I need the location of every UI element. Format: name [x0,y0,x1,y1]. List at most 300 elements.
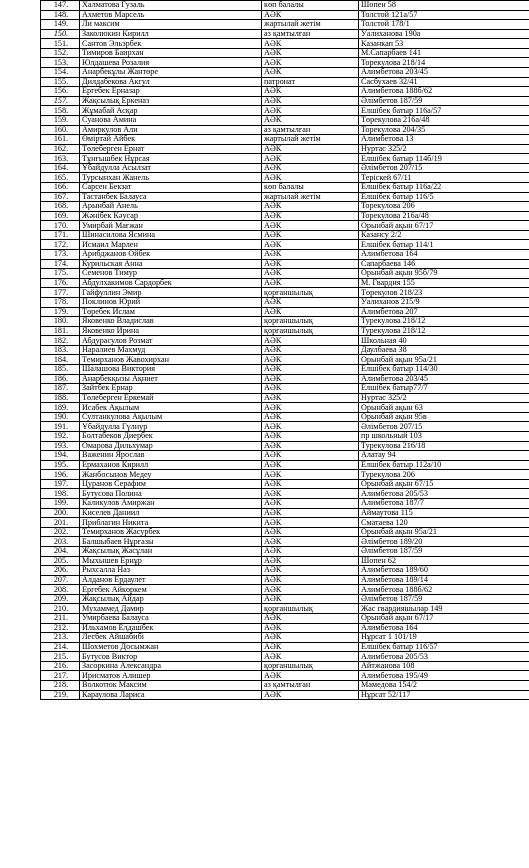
status-cell: қорғаншылық [262,326,359,336]
row-number: 199. [41,499,80,509]
address-cell: Школьная 40 [359,336,529,346]
status-cell: АӘК [262,345,359,355]
status-cell: АӘК [262,355,359,365]
full-name-cell: Анарбекұлы Жантөре [80,68,262,78]
status-cell: қорғаншылық [262,317,359,327]
address-cell: Казансу 2/2 [359,230,529,240]
row-number: 157. [41,96,80,106]
table-row [41,489,529,499]
table-row [41,518,529,528]
row-number: 211. [41,614,80,624]
address-cell: Төрекулова 216а/48 [359,115,529,125]
full-name-cell: Шалашова Виктория [80,364,262,374]
table-row [41,661,529,671]
full-name-cell: Арынбай Анель [80,202,262,212]
address-cell: Мамедова 154/2 [359,681,529,691]
table-row [41,317,529,327]
address-cell: Алатау 94 [359,451,529,461]
status-cell: АӘК [262,518,359,528]
row-number: 154. [41,68,80,78]
table-row [41,451,529,461]
status-cell: жартылай жетім [262,192,359,202]
table-row [41,144,529,154]
full-name-cell: Мыхышев Ернұр [80,556,262,566]
status-cell: АӘК [262,221,359,231]
address-cell: Алимбетова 189/60 [359,566,529,576]
status-cell: аз қамтылған [262,125,359,135]
table-row [41,211,529,221]
address-cell: Толстой 121а/57 [359,10,529,20]
status-cell: АӘК [262,240,359,250]
status-cell: АӘК [262,393,359,403]
full-name-cell: Жұмабай Асқар [80,106,262,116]
table-row [41,307,529,317]
full-name-cell: Жақсылық Айдар [80,594,262,604]
table-row [41,326,529,336]
table-row [41,585,529,595]
status-cell: АӘК [262,68,359,78]
status-cell: АӘК [262,374,359,384]
row-number: 212. [41,623,80,633]
row-number: 214. [41,642,80,652]
row-number: 148. [41,10,80,20]
full-name-cell: Өміртай Айбек [80,135,262,145]
status-cell: АӘК [262,546,359,556]
full-name-cell: Ұбайдулла Гүлнур [80,422,262,432]
status-cell: АӘК [262,115,359,125]
row-number: 191. [41,422,80,432]
row-number: 219. [41,690,80,700]
row-number: 198. [41,489,80,499]
address-cell: Нуртас 325/2 [359,144,529,154]
address-cell: Айтжанова 108 [359,661,529,671]
address-cell: Даулбаева 38 [359,345,529,355]
status-cell: АӘК [262,460,359,470]
table-row [41,412,529,422]
full-name-cell: Арибджанов Ойбек [80,250,262,260]
status-cell: қорғаншылық [262,288,359,298]
table-row [41,499,529,509]
address-cell: Турекулова 206 [359,470,529,480]
status-cell: АӘК [262,250,359,260]
full-name-cell: Суанова Амина [80,115,262,125]
status-cell: АӘК [262,642,359,652]
table-row [41,173,529,183]
full-name-cell: Төлеберген Ернат [80,144,262,154]
row-number: 202. [41,527,80,537]
status-cell: АӘК [262,432,359,442]
table-row [41,269,529,279]
status-cell: аз қамтылған [262,681,359,691]
status-cell: АӘК [262,297,359,307]
full-name-cell: Поклинов Юрий [80,297,262,307]
address-cell: Орынбай ақын 67/17 [359,614,529,624]
address-cell: Әлімбетов 187/59 [359,96,529,106]
row-number: 184. [41,355,80,365]
status-cell: АӘК [262,566,359,576]
table-row [41,58,529,68]
table-row [41,1,529,11]
row-number: 168. [41,202,80,212]
row-number: 190. [41,412,80,422]
table-row [41,288,529,298]
address-cell: Орынбай ақын 67/15 [359,479,529,489]
status-cell: АӘК [262,479,359,489]
table-row [41,374,529,384]
full-name-cell: Болтабеков Диербек [80,432,262,442]
full-name-cell: Бутусов Виктор [80,652,262,662]
full-name-cell: Бутусова Полина [80,489,262,499]
table-row [41,182,529,192]
full-name-cell: Ли максим [80,20,262,30]
table-row [41,336,529,346]
status-cell: АӘК [262,614,359,624]
full-name-cell: Абдулхакимов Сардорбек [80,278,262,288]
row-number: 200. [41,508,80,518]
row-number: 209. [41,594,80,604]
status-cell: АӘК [262,556,359,566]
row-number: 177. [41,288,80,298]
full-name-cell: Тастанбек Балауса [80,192,262,202]
status-cell: АӘК [262,451,359,461]
full-name-cell: Курильская Анна [80,259,262,269]
table-row [41,470,529,480]
table-row [41,297,529,307]
address-cell: Торекулова 218/14 [359,58,529,68]
full-name-cell: Мухаммед Дамир [80,604,262,614]
row-number: 165. [41,173,80,183]
full-name-cell: Темирханов Жасурбек [80,527,262,537]
address-cell: Алимбетова 207 [359,307,529,317]
status-cell: АӘК [262,87,359,97]
address-cell: Төрекулов 218/23 [359,288,529,298]
table-row [41,278,529,288]
address-cell: Шопен 58 [359,1,529,11]
table-row [41,594,529,604]
status-cell: АӘК [262,230,359,240]
full-name-cell: Каликулов Амиржан [80,499,262,509]
table-row [41,87,529,97]
table-row [41,259,529,269]
row-number: 164. [41,163,80,173]
status-cell: көп балалы [262,1,359,11]
row-number: 159. [41,115,80,125]
status-cell: АӘК [262,594,359,604]
row-number: 182. [41,336,80,346]
address-cell: Уалиханова 190а [359,29,529,39]
full-name-cell: Наралиев Махмуд [80,345,262,355]
table-row [41,364,529,374]
address-cell: Орынбай ақын 95в [359,412,529,422]
row-number: 186. [41,374,80,384]
status-cell: АӘК [262,690,359,700]
status-cell: АӘК [262,154,359,164]
full-name-cell: Темирханов Жавохирхан [80,355,262,365]
status-cell: АӘК [262,269,359,279]
status-cell: АӘК [262,403,359,413]
status-cell: қорғаншылық [262,604,359,614]
full-name-cell: Зайтбек Ернар [80,384,262,394]
address-cell: Нұрсат 1 101/19 [359,633,529,643]
table-row [41,422,529,432]
row-number: 218. [41,681,80,691]
row-number: 173. [41,250,80,260]
row-number: 213. [41,633,80,643]
address-cell: Орынбай ақын 63 [359,403,529,413]
address-cell: Алимбетова 164 [359,623,529,633]
address-cell: Алимбетова 188б/62 [359,585,529,595]
full-name-cell: Ахметов Марсель [80,10,262,20]
table-row [41,384,529,394]
table-row [41,125,529,135]
table-row [41,460,529,470]
full-name-cell: Сарсен Бекзат [80,182,262,192]
row-number: 204. [41,546,80,556]
table-row [41,355,529,365]
full-name-cell: Турсынхан Жанель [80,173,262,183]
table-row [41,566,529,576]
table-row [41,77,529,87]
row-number: 166. [41,182,80,192]
table-row [41,652,529,662]
full-name-cell: Исмаил Марлен [80,240,262,250]
address-cell: Жас гвардияшылар 149 [359,604,529,614]
full-name-cell: Яковенко Владислав [80,317,262,327]
row-number: 195. [41,460,80,470]
row-number: 179. [41,307,80,317]
address-cell: Әлімбетов 207/15 [359,163,529,173]
full-name-cell: Умирбай Мағжан [80,221,262,231]
table-row [41,68,529,78]
table-row [41,508,529,518]
address-cell: Әлімбетов 189/20 [359,537,529,547]
full-name-cell: Засоркина Александра [80,661,262,671]
address-cell: Елшібек батыр 112а/10 [359,460,529,470]
table-row [41,154,529,164]
row-number: 196. [41,470,80,480]
status-cell: АӘК [262,489,359,499]
table-row [41,604,529,614]
table-row [41,96,529,106]
full-name-cell: Заколюкин Кирилл [80,29,262,39]
row-number: 151. [41,39,80,49]
status-cell: АӘК [262,144,359,154]
row-number: 207. [41,575,80,585]
table-row [41,39,529,49]
full-name-cell: Гайфуллин Эмир [80,288,262,298]
address-cell: Толстой 178/1 [359,20,529,30]
address-cell: Орынбай ақын 95а/21 [359,527,529,537]
table-row [41,575,529,585]
address-cell: Сматаева 120 [359,518,529,528]
address-cell: Торекулова 204/35 [359,125,529,135]
row-number: 194. [41,451,80,461]
address-cell: Алимбетова 205/53 [359,489,529,499]
status-cell: АӘК [262,202,359,212]
row-number: 175. [41,269,80,279]
full-name-cell: Киселев Даниил [80,508,262,518]
row-number: 203. [41,537,80,547]
status-cell: АӘК [262,575,359,585]
full-name-cell: Анарбекқызы Ақниет [80,374,262,384]
full-name-cell: Семенов Тимур [80,269,262,279]
row-number: 201. [41,518,80,528]
row-number: 147. [41,1,80,11]
full-name-cell: Юлдашева Розалия [80,58,262,68]
table-row [41,106,529,116]
table-row [41,48,529,58]
row-number: 153. [41,58,80,68]
status-cell: патронат [262,77,359,87]
full-name-cell: Цуранов Серафим [80,479,262,489]
row-number: 171. [41,230,80,240]
full-name-cell: Умирбаева Балауса [80,614,262,624]
row-number: 208. [41,585,80,595]
row-number: 188. [41,393,80,403]
table-row [41,115,529,125]
full-name-cell: Ильхамов Елдашбек [80,623,262,633]
status-cell: АӘК [262,585,359,595]
status-cell: АӘК [262,384,359,394]
full-name-cell: Тимиров Баирхан [80,48,262,58]
address-cell: Казанкап 53 [359,39,529,49]
status-cell: АӘК [262,527,359,537]
table-body [41,1,529,700]
address-cell: Әлімбетов 207/15 [359,422,529,432]
address-cell: Турекулова 218/12 [359,326,529,336]
row-number: 169. [41,211,80,221]
full-name-cell: Жәнібек Кәусар [80,211,262,221]
row-number: 215. [41,652,80,662]
full-name-cell: Ирисматов Алишер [80,671,262,681]
status-cell: АӘК [262,633,359,643]
address-cell: Аймаутова 115 [359,508,529,518]
full-name-cell: Төлеберген Еркемай [80,393,262,403]
row-number: 156. [41,87,80,97]
full-name-cell: Ергебек Айкөркем [80,585,262,595]
address-cell: Алимбетова 188б/62 [359,87,529,97]
full-name-cell: Исабек Ақылым [80,403,262,413]
full-name-cell: Шохметов Досымжан [80,642,262,652]
status-cell: АӘК [262,470,359,480]
full-name-cell: Рыхсалла Наз [80,566,262,576]
row-number: 170. [41,221,80,231]
status-cell: АӘК [262,307,359,317]
address-cell: Елшібек батыр 114/30 [359,364,529,374]
row-number: 206. [41,566,80,576]
row-number: 193. [41,441,80,451]
status-cell: жартылай жетім [262,135,359,145]
status-cell: көп балалы [262,182,359,192]
table-row [41,441,529,451]
status-cell: АӘК [262,336,359,346]
table-row [41,403,529,413]
address-cell: Алимбетова 189/14 [359,575,529,585]
table-row [41,29,529,39]
full-name-cell: Лесбек Айшабибі [80,633,262,643]
children-list-table [40,0,529,700]
status-cell: АӘК [262,278,359,288]
address-cell: М. Гвардия 155 [359,278,529,288]
status-cell: АӘК [262,508,359,518]
table-row [41,537,529,547]
status-cell: АӘК [262,163,359,173]
table-row [41,479,529,489]
row-number: 152. [41,48,80,58]
table-row [41,230,529,240]
row-number: 205. [41,556,80,566]
status-cell: АӘК [262,441,359,451]
full-name-cell: Караулова Лариса [80,690,262,700]
full-name-cell: Халматова Гузаль [80,1,262,11]
row-number: 187. [41,384,80,394]
row-number: 185. [41,364,80,374]
address-cell: Алимбетова 205/53 [359,652,529,662]
row-number: 167. [41,192,80,202]
address-cell: Турекулова 216/18 [359,441,529,451]
address-cell: пр школьный 103 [359,432,529,442]
address-cell: Уалиханов 215/9 [359,297,529,307]
address-cell: М.Сапарбаев 141 [359,48,529,58]
row-number: 160. [41,125,80,135]
address-cell: Орынбай ақын 67/17 [359,221,529,231]
table-row [41,345,529,355]
full-name-cell: Ергебек Ерназар [80,87,262,97]
address-cell: Алимбетова 13 [359,135,529,145]
row-number: 149. [41,20,80,30]
address-cell: Алимбетова 203/45 [359,374,529,384]
address-cell: Шопен 62 [359,556,529,566]
table-row [41,202,529,212]
status-cell: АӘК [262,412,359,422]
full-name-cell: Сантов Эльэрбек [80,39,262,49]
row-number: 216. [41,661,80,671]
full-name-cell: Төребек Ислам [80,307,262,317]
table-row [41,250,529,260]
full-name-cell: Приблагин Никита [80,518,262,528]
address-cell: Турекулова 218/12 [359,317,529,327]
full-name-cell: Дилдабекова Акгул [80,77,262,87]
status-cell: АӘК [262,211,359,221]
status-cell: АӘК [262,652,359,662]
status-cell: АӘК [262,623,359,633]
address-cell: Елшібек батыр 116а/22 [359,182,529,192]
full-name-cell: Абдурасулов Розмат [80,336,262,346]
row-number: 172. [41,240,80,250]
status-cell: АӘК [262,106,359,116]
table-row [41,556,529,566]
status-cell: АӘК [262,422,359,432]
row-number: 181. [41,326,80,336]
row-number: 155. [41,77,80,87]
table-row [41,642,529,652]
row-number: 163. [41,154,80,164]
address-cell: Әлімбетов 187/59 [359,546,529,556]
table-row [41,690,529,700]
status-cell: АӘК [262,10,359,20]
table-row [41,135,529,145]
address-cell: Елшібек батыр 116а/57 [359,106,529,116]
row-number: 174. [41,259,80,269]
address-cell: Әлімбетов 187/59 [359,594,529,604]
status-cell: АӘК [262,537,359,547]
status-cell: жартылай жетім [262,20,359,30]
table-row [41,614,529,624]
row-number: 217. [41,671,80,681]
row-number: 180. [41,317,80,327]
row-number: 192. [41,432,80,442]
address-cell: Сасбухаев 32/41 [359,77,529,87]
